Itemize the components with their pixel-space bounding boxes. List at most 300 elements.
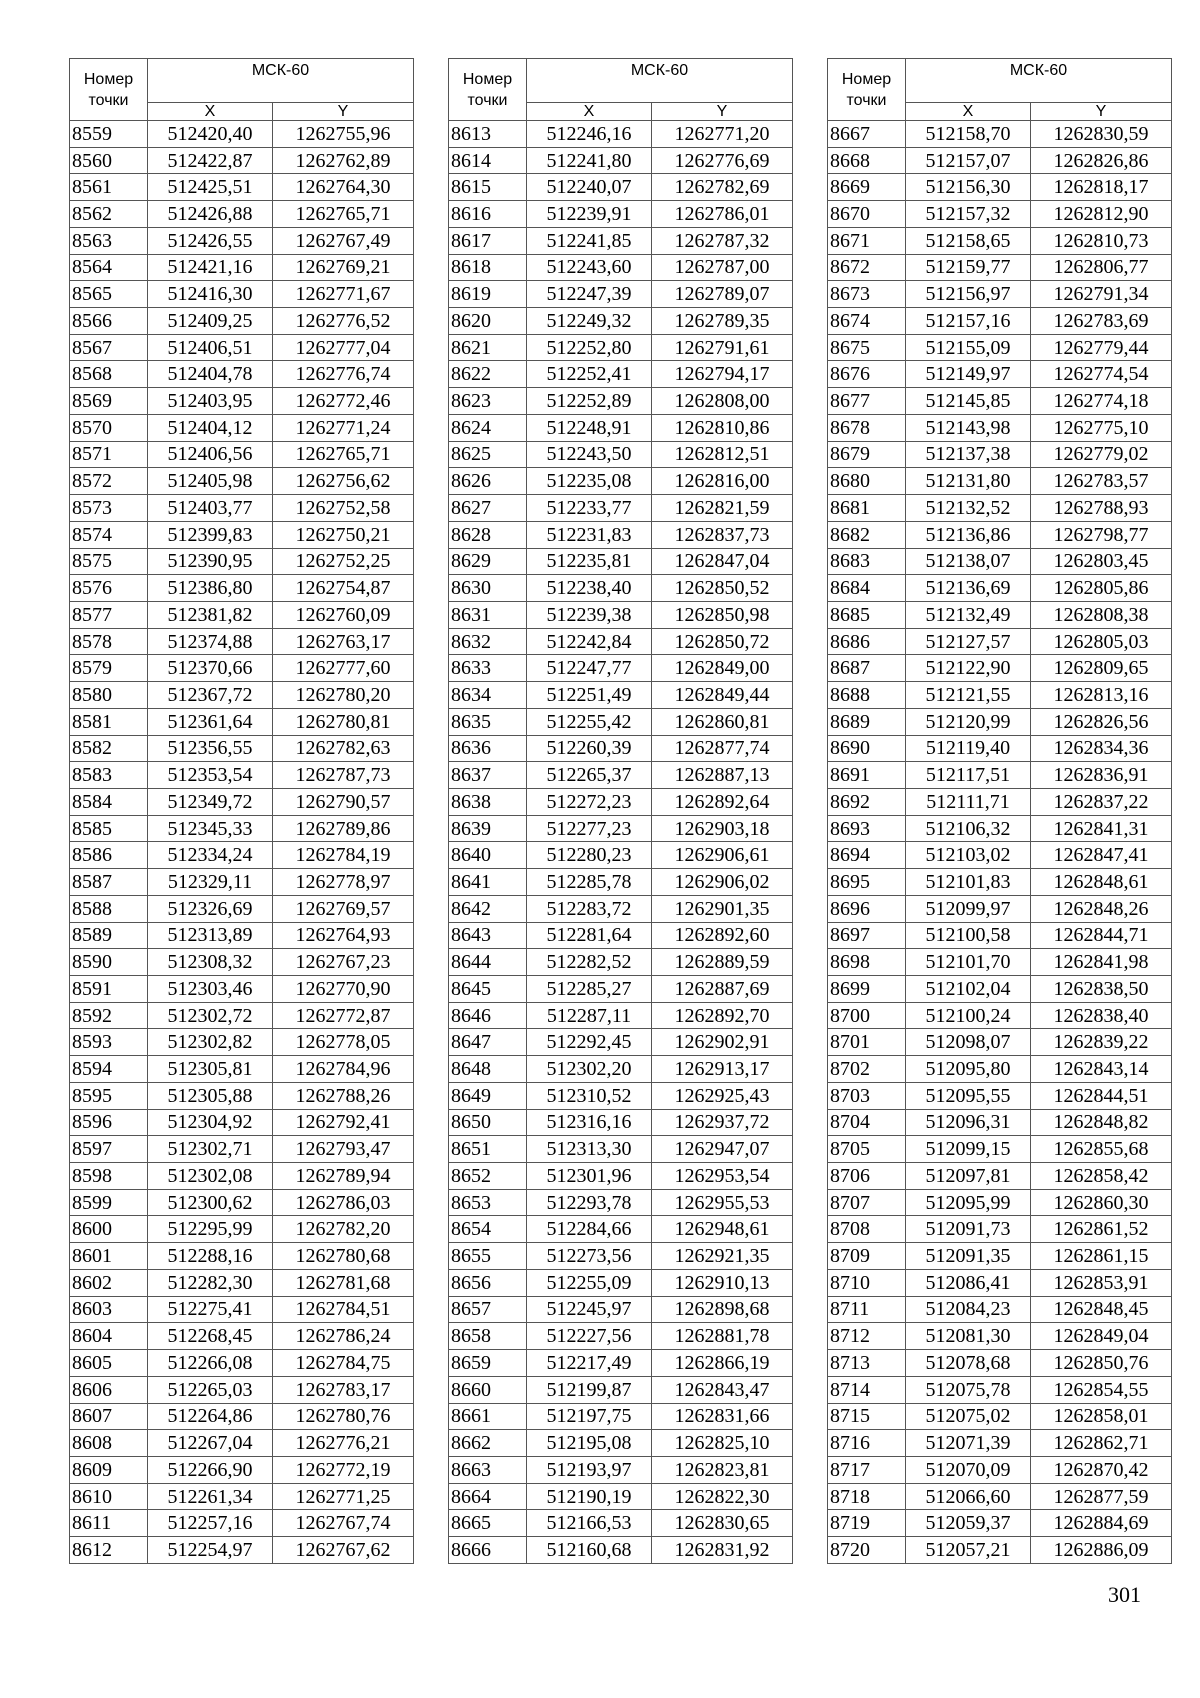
x-coordinate-cell: 512257,16 — [148, 1510, 273, 1537]
point-number-cell: 8720 — [828, 1537, 906, 1564]
table-row — [449, 762, 793, 789]
point-number-cell: 8659 — [449, 1350, 527, 1377]
y-coordinate-cell: 1262777,60 — [273, 655, 414, 682]
table-row — [828, 842, 1172, 869]
table-row — [70, 1002, 414, 1029]
point-number-cell: 8640 — [449, 842, 527, 869]
x-coordinate-cell: 512059,37 — [906, 1510, 1031, 1537]
y-coordinate-cell: 1262850,76 — [1031, 1350, 1172, 1377]
x-coordinate-cell: 512272,23 — [527, 788, 652, 815]
point-number-cell: 8616 — [449, 201, 527, 228]
y-coordinate-cell: 1262844,51 — [1031, 1082, 1172, 1109]
x-coordinate-cell: 512280,23 — [527, 842, 652, 869]
y-coordinate-cell: 1262847,04 — [652, 548, 793, 575]
point-number-cell: 8615 — [449, 174, 527, 201]
point-number-cell: 8699 — [828, 976, 906, 1003]
x-header: X — [527, 103, 652, 121]
table-row — [828, 121, 1172, 148]
table-row — [828, 762, 1172, 789]
point-number-cell: 8572 — [70, 468, 148, 495]
x-coordinate-cell: 512132,52 — [906, 495, 1031, 522]
table-row — [449, 1537, 793, 1564]
y-coordinate-cell: 1262849,04 — [1031, 1323, 1172, 1350]
y-coordinate-cell: 1262948,61 — [652, 1216, 793, 1243]
y-coordinate-cell: 1262848,45 — [1031, 1296, 1172, 1323]
point-number-cell: 8708 — [828, 1216, 906, 1243]
y-coordinate-cell: 1262771,67 — [273, 281, 414, 308]
table-row — [70, 842, 414, 869]
table-row — [70, 708, 414, 735]
point-number-cell: 8673 — [828, 281, 906, 308]
point-number-cell: 8696 — [828, 895, 906, 922]
table-row — [828, 1403, 1172, 1430]
y-coordinate-cell: 1262925,43 — [652, 1082, 793, 1109]
point-number-cell: 8605 — [70, 1350, 148, 1377]
point-number-cell: 8644 — [449, 949, 527, 976]
y-coordinate-cell: 1262892,70 — [652, 1002, 793, 1029]
y-coordinate-cell: 1262788,93 — [1031, 495, 1172, 522]
point-number-cell: 8718 — [828, 1483, 906, 1510]
point-number-cell: 8564 — [70, 254, 148, 281]
table-row — [449, 414, 793, 441]
y-coordinate-cell: 1262779,44 — [1031, 334, 1172, 361]
y-coordinate-cell: 1262770,90 — [273, 976, 414, 1003]
x-coordinate-cell: 512057,21 — [906, 1537, 1031, 1564]
point-number-cell: 8645 — [449, 976, 527, 1003]
table-row — [70, 441, 414, 468]
y-coordinate-cell: 1262776,52 — [273, 308, 414, 335]
y-coordinate-cell: 1262783,69 — [1031, 308, 1172, 335]
table-row — [70, 254, 414, 281]
y-coordinate-cell: 1262805,86 — [1031, 575, 1172, 602]
point-number-cell: 8687 — [828, 655, 906, 682]
x-coordinate-cell: 512285,78 — [527, 869, 652, 896]
x-header: X — [148, 103, 273, 121]
coordinates-table-1 — [69, 58, 414, 1564]
y-coordinate-cell: 1262778,05 — [273, 1029, 414, 1056]
x-coordinate-cell: 512070,09 — [906, 1456, 1031, 1483]
y-coordinate-cell: 1262836,91 — [1031, 762, 1172, 789]
table-body — [828, 121, 1172, 1564]
x-coordinate-cell: 512260,39 — [527, 735, 652, 762]
table-row — [449, 174, 793, 201]
x-coordinate-cell: 512267,04 — [148, 1430, 273, 1457]
y-coordinate-cell: 1262850,72 — [652, 628, 793, 655]
x-coordinate-cell: 512302,72 — [148, 1002, 273, 1029]
y-coordinate-cell: 1262853,91 — [1031, 1269, 1172, 1296]
point-number-cell: 8707 — [828, 1189, 906, 1216]
table-row — [828, 201, 1172, 228]
y-coordinate-cell: 1262947,07 — [652, 1136, 793, 1163]
x-coordinate-cell: 512316,16 — [527, 1109, 652, 1136]
point-number-cell: 8648 — [449, 1056, 527, 1083]
table-row — [828, 548, 1172, 575]
x-coordinate-cell: 512300,62 — [148, 1189, 273, 1216]
point-number-cell: 8639 — [449, 815, 527, 842]
y-coordinate-cell: 1262765,71 — [273, 201, 414, 228]
table-row — [70, 361, 414, 388]
point-number-cell: 8594 — [70, 1056, 148, 1083]
point-number-cell: 8607 — [70, 1403, 148, 1430]
table-row — [828, 735, 1172, 762]
point-number-cell: 8568 — [70, 361, 148, 388]
table-row — [449, 1082, 793, 1109]
point-number-cell: 8689 — [828, 708, 906, 735]
x-coordinate-cell: 512265,37 — [527, 762, 652, 789]
table-row — [70, 895, 414, 922]
point-number-cell: 8611 — [70, 1510, 148, 1537]
x-coordinate-cell: 512190,19 — [527, 1483, 652, 1510]
x-coordinate-cell: 512159,77 — [906, 254, 1031, 281]
x-coordinate-cell: 512075,78 — [906, 1376, 1031, 1403]
point-number-cell: 8705 — [828, 1136, 906, 1163]
x-coordinate-cell: 512404,78 — [148, 361, 273, 388]
table-row — [828, 949, 1172, 976]
point-number-cell: 8713 — [828, 1350, 906, 1377]
y-coordinate-cell: 1262771,25 — [273, 1483, 414, 1510]
x-coordinate-cell: 512301,96 — [527, 1163, 652, 1190]
table-row — [449, 1376, 793, 1403]
x-coordinate-cell: 512425,51 — [148, 174, 273, 201]
x-coordinate-cell: 512099,15 — [906, 1136, 1031, 1163]
point-number-cell: 8619 — [449, 281, 527, 308]
table-row — [70, 1323, 414, 1350]
y-coordinate-cell: 1262791,34 — [1031, 281, 1172, 308]
point-number-cell: 8663 — [449, 1456, 527, 1483]
y-coordinate-cell: 1262784,96 — [273, 1056, 414, 1083]
x-coordinate-cell: 512119,40 — [906, 735, 1031, 762]
point-number-cell: 8576 — [70, 575, 148, 602]
x-coordinate-cell: 512195,08 — [527, 1430, 652, 1457]
table-row — [70, 601, 414, 628]
table-row — [70, 575, 414, 602]
table-row — [828, 708, 1172, 735]
x-coordinate-cell: 512302,82 — [148, 1029, 273, 1056]
x-coordinate-cell: 512157,07 — [906, 147, 1031, 174]
point-number-cell: 8664 — [449, 1483, 527, 1510]
table-row — [70, 922, 414, 949]
y-coordinate-cell: 1262860,81 — [652, 708, 793, 735]
x-coordinate-cell: 512406,56 — [148, 441, 273, 468]
x-coordinate-cell: 512421,16 — [148, 254, 273, 281]
y-header: Y — [273, 103, 414, 121]
table-row — [449, 361, 793, 388]
x-coordinate-cell: 512145,85 — [906, 388, 1031, 415]
table-row — [70, 788, 414, 815]
y-coordinate-cell: 1262771,24 — [273, 414, 414, 441]
y-coordinate-cell: 1262792,41 — [273, 1109, 414, 1136]
point-number-cell: 8596 — [70, 1109, 148, 1136]
point-number-cell: 8670 — [828, 201, 906, 228]
x-coordinate-cell: 512102,04 — [906, 976, 1031, 1003]
x-coordinate-cell: 512302,71 — [148, 1136, 273, 1163]
table-row — [70, 468, 414, 495]
table-row — [449, 976, 793, 1003]
y-coordinate-cell: 1262780,76 — [273, 1403, 414, 1430]
y-coordinate-cell: 1262886,09 — [1031, 1537, 1172, 1564]
x-coordinate-cell: 512255,42 — [527, 708, 652, 735]
point-number-cell: 8669 — [828, 174, 906, 201]
point-number-cell: 8608 — [70, 1430, 148, 1457]
y-coordinate-cell: 1262837,22 — [1031, 788, 1172, 815]
y-coordinate-cell: 1262849,00 — [652, 655, 793, 682]
y-coordinate-cell: 1262887,13 — [652, 762, 793, 789]
table-row — [828, 521, 1172, 548]
y-coordinate-cell: 1262787,73 — [273, 762, 414, 789]
y-coordinate-cell: 1262754,87 — [273, 575, 414, 602]
y-coordinate-cell: 1262850,52 — [652, 575, 793, 602]
point-number-cell: 8643 — [449, 922, 527, 949]
point-number-cell: 8667 — [828, 121, 906, 148]
x-coordinate-cell: 512349,72 — [148, 788, 273, 815]
point-number-cell: 8652 — [449, 1163, 527, 1190]
y-coordinate-cell: 1262784,75 — [273, 1350, 414, 1377]
x-coordinate-cell: 512275,41 — [148, 1296, 273, 1323]
table-row — [70, 414, 414, 441]
point-number-header: Номер точки — [828, 59, 906, 121]
y-coordinate-cell: 1262861,15 — [1031, 1243, 1172, 1270]
y-coordinate-cell: 1262848,61 — [1031, 869, 1172, 896]
table-row — [70, 121, 414, 148]
y-coordinate-cell: 1262752,58 — [273, 495, 414, 522]
y-coordinate-cell: 1262769,21 — [273, 254, 414, 281]
table-row — [449, 495, 793, 522]
table-row — [449, 1002, 793, 1029]
x-coordinate-cell: 512293,78 — [527, 1189, 652, 1216]
y-coordinate-cell: 1262750,21 — [273, 521, 414, 548]
x-coordinate-cell: 512071,39 — [906, 1430, 1031, 1457]
table-row — [70, 1483, 414, 1510]
y-coordinate-cell: 1262898,68 — [652, 1296, 793, 1323]
x-coordinate-cell: 512252,80 — [527, 334, 652, 361]
table-row — [70, 762, 414, 789]
y-coordinate-cell: 1262826,86 — [1031, 147, 1172, 174]
table-row — [828, 682, 1172, 709]
x-coordinate-cell: 512100,24 — [906, 1002, 1031, 1029]
point-number-cell: 8710 — [828, 1269, 906, 1296]
x-coordinate-cell: 512156,97 — [906, 281, 1031, 308]
table-row — [828, 1243, 1172, 1270]
table-row — [449, 922, 793, 949]
table-row — [828, 815, 1172, 842]
table-row — [70, 1163, 414, 1190]
x-coordinate-cell: 512302,08 — [148, 1163, 273, 1190]
table-row — [449, 575, 793, 602]
table-row — [828, 1430, 1172, 1457]
y-coordinate-cell: 1262821,59 — [652, 495, 793, 522]
y-coordinate-cell: 1262765,71 — [273, 441, 414, 468]
point-number-cell: 8630 — [449, 575, 527, 602]
table-row — [449, 1216, 793, 1243]
point-number-cell: 8567 — [70, 334, 148, 361]
table-row — [449, 1109, 793, 1136]
table-row — [828, 1002, 1172, 1029]
x-coordinate-cell: 512281,64 — [527, 922, 652, 949]
x-coordinate-cell: 512255,09 — [527, 1269, 652, 1296]
x-coordinate-cell: 512231,83 — [527, 521, 652, 548]
table-row — [449, 1269, 793, 1296]
y-coordinate-cell: 1262787,32 — [652, 227, 793, 254]
table-row — [828, 468, 1172, 495]
point-number-cell: 8714 — [828, 1376, 906, 1403]
table-row — [70, 1216, 414, 1243]
y-coordinate-cell: 1262837,73 — [652, 521, 793, 548]
y-coordinate-cell: 1262848,26 — [1031, 895, 1172, 922]
x-coordinate-cell: 512304,92 — [148, 1109, 273, 1136]
x-coordinate-cell: 512403,95 — [148, 388, 273, 415]
y-coordinate-cell: 1262906,61 — [652, 842, 793, 869]
table-row — [449, 548, 793, 575]
point-number-cell: 8560 — [70, 147, 148, 174]
x-coordinate-cell: 512238,40 — [527, 575, 652, 602]
x-coordinate-cell: 512075,02 — [906, 1403, 1031, 1430]
point-number-cell: 8637 — [449, 762, 527, 789]
y-coordinate-cell: 1262786,01 — [652, 201, 793, 228]
x-coordinate-cell: 512239,91 — [527, 201, 652, 228]
y-coordinate-cell: 1262831,66 — [652, 1403, 793, 1430]
point-number-cell: 8565 — [70, 281, 148, 308]
x-coordinate-cell: 512166,53 — [527, 1510, 652, 1537]
point-number-cell: 8623 — [449, 388, 527, 415]
x-coordinate-cell: 512243,50 — [527, 441, 652, 468]
point-number-cell: 8693 — [828, 815, 906, 842]
table-row — [70, 1456, 414, 1483]
table-row — [449, 628, 793, 655]
y-coordinate-cell: 1262955,53 — [652, 1189, 793, 1216]
x-coordinate-cell: 512095,99 — [906, 1189, 1031, 1216]
point-number-cell: 8612 — [70, 1537, 148, 1564]
x-coordinate-cell: 512101,70 — [906, 949, 1031, 976]
x-coordinate-cell: 512241,85 — [527, 227, 652, 254]
point-number-cell: 8575 — [70, 548, 148, 575]
table-row — [449, 655, 793, 682]
x-coordinate-cell: 512117,51 — [906, 762, 1031, 789]
point-number-cell: 8676 — [828, 361, 906, 388]
x-coordinate-cell: 512122,90 — [906, 655, 1031, 682]
x-coordinate-cell: 512096,31 — [906, 1109, 1031, 1136]
table-row — [70, 1403, 414, 1430]
point-number-cell: 8592 — [70, 1002, 148, 1029]
table-row — [828, 575, 1172, 602]
y-coordinate-cell: 1262847,41 — [1031, 842, 1172, 869]
y-coordinate-cell: 1262789,86 — [273, 815, 414, 842]
y-coordinate-cell: 1262884,69 — [1031, 1510, 1172, 1537]
table-row — [449, 601, 793, 628]
x-coordinate-cell: 512137,38 — [906, 441, 1031, 468]
point-number-cell: 8559 — [70, 121, 148, 148]
table-row — [70, 1350, 414, 1377]
point-number-cell: 8578 — [70, 628, 148, 655]
table-row — [449, 334, 793, 361]
table-row — [449, 1296, 793, 1323]
y-coordinate-cell: 1262786,24 — [273, 1323, 414, 1350]
point-number-cell: 8597 — [70, 1136, 148, 1163]
y-coordinate-cell: 1262769,57 — [273, 895, 414, 922]
point-number-cell: 8589 — [70, 922, 148, 949]
point-number-cell: 8704 — [828, 1109, 906, 1136]
table-row — [449, 147, 793, 174]
table-row — [449, 682, 793, 709]
x-coordinate-cell: 512367,72 — [148, 682, 273, 709]
y-coordinate-cell: 1262854,55 — [1031, 1376, 1172, 1403]
x-coordinate-cell: 512416,30 — [148, 281, 273, 308]
point-number-cell: 8712 — [828, 1323, 906, 1350]
table-row — [449, 308, 793, 335]
point-number-cell: 8684 — [828, 575, 906, 602]
point-number-cell: 8573 — [70, 495, 148, 522]
point-number-cell: 8655 — [449, 1243, 527, 1270]
x-coordinate-cell: 512156,30 — [906, 174, 1031, 201]
point-number-cell: 8656 — [449, 1269, 527, 1296]
table-row — [828, 441, 1172, 468]
y-coordinate-cell: 1262855,68 — [1031, 1136, 1172, 1163]
table-row — [449, 1056, 793, 1083]
table-row — [828, 388, 1172, 415]
table-row — [449, 1403, 793, 1430]
table-row — [828, 1029, 1172, 1056]
x-coordinate-cell: 512266,08 — [148, 1350, 273, 1377]
point-number-cell: 8654 — [449, 1216, 527, 1243]
x-coordinate-cell: 512386,80 — [148, 575, 273, 602]
table-row — [828, 1056, 1172, 1083]
x-coordinate-cell: 512158,70 — [906, 121, 1031, 148]
point-number-cell: 8620 — [449, 308, 527, 335]
point-number-cell: 8641 — [449, 869, 527, 896]
table-row — [70, 1029, 414, 1056]
x-coordinate-cell: 512149,97 — [906, 361, 1031, 388]
point-number-cell: 8632 — [449, 628, 527, 655]
y-coordinate-cell: 1262826,56 — [1031, 708, 1172, 735]
table-row — [828, 895, 1172, 922]
x-coordinate-cell: 512199,87 — [527, 1376, 652, 1403]
x-coordinate-cell: 512245,97 — [527, 1296, 652, 1323]
table-row — [449, 949, 793, 976]
y-coordinate-cell: 1262903,18 — [652, 815, 793, 842]
point-number-cell: 8703 — [828, 1082, 906, 1109]
point-number-cell: 8665 — [449, 1510, 527, 1537]
x-coordinate-cell: 512243,60 — [527, 254, 652, 281]
x-coordinate-cell: 512251,49 — [527, 682, 652, 709]
table-row — [70, 174, 414, 201]
y-coordinate-cell: 1262892,64 — [652, 788, 793, 815]
y-coordinate-cell: 1262825,10 — [652, 1430, 793, 1457]
table-row — [828, 655, 1172, 682]
y-coordinate-cell: 1262789,07 — [652, 281, 793, 308]
table-row — [449, 708, 793, 735]
point-number-cell: 8571 — [70, 441, 148, 468]
x-coordinate-cell: 512305,88 — [148, 1082, 273, 1109]
point-number-cell: 8719 — [828, 1510, 906, 1537]
point-number-cell: 8566 — [70, 308, 148, 335]
y-coordinate-cell: 1262775,10 — [1031, 414, 1172, 441]
point-number-cell: 8598 — [70, 1163, 148, 1190]
point-number-cell: 8647 — [449, 1029, 527, 1056]
y-coordinate-cell: 1262810,73 — [1031, 227, 1172, 254]
x-coordinate-cell: 512193,97 — [527, 1456, 652, 1483]
table-row — [828, 1189, 1172, 1216]
x-coordinate-cell: 512310,52 — [527, 1082, 652, 1109]
table-row — [70, 201, 414, 228]
y-coordinate-cell: 1262772,19 — [273, 1456, 414, 1483]
point-number-cell: 8688 — [828, 682, 906, 709]
page-number: 301 — [1108, 1582, 1141, 1607]
table-row — [70, 682, 414, 709]
y-coordinate-cell: 1262774,54 — [1031, 361, 1172, 388]
y-coordinate-cell: 1262937,72 — [652, 1109, 793, 1136]
point-number-cell: 8584 — [70, 788, 148, 815]
point-number-cell: 8600 — [70, 1216, 148, 1243]
x-coordinate-cell: 512308,32 — [148, 949, 273, 976]
